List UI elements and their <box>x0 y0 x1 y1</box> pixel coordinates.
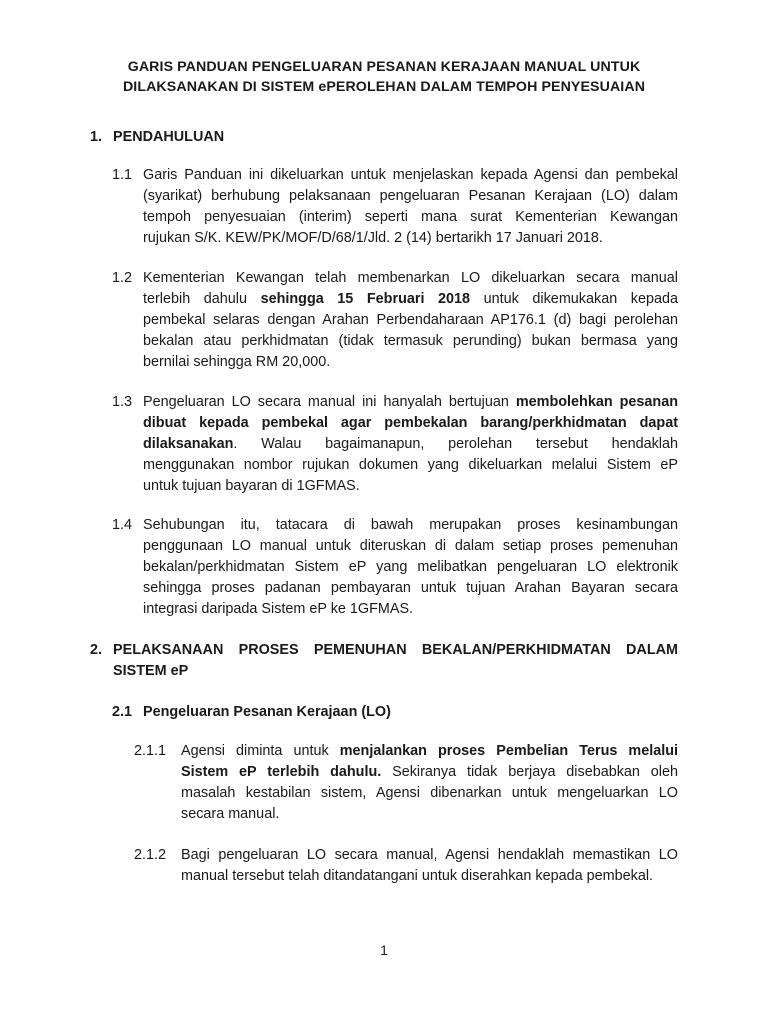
text-line: secara manual. <box>181 806 280 822</box>
text-run: untuk dikemukakan kepada <box>470 291 678 307</box>
paragraph-text <box>143 392 678 497</box>
text-line: Sehubungan itu, tatacara di bawah merupakan proses kesinambungan <box>143 517 678 533</box>
subsection-number: 2.1 <box>112 704 133 720</box>
bold-text-run: dibuat kepada pembekal agar pembekalan barang/perkhidmatan dapat <box>143 415 678 431</box>
heading-line: PELAKSANAAN PROSES PEMENUHAN BEKALAN/PERKHIDMATAN DALAM <box>113 642 678 658</box>
text-line: (syarikat) berhubung pelaksanaan pengeluaran Pesanan Kerajaan (LO) dalam <box>143 188 678 204</box>
paragraph-number: 1.2 <box>112 270 133 286</box>
paragraph-text <box>143 268 678 373</box>
bold-text-run: dilaksanakan <box>143 436 234 452</box>
text-run: Pengeluaran LO secara manual ini hanyalah bertujuan <box>143 394 516 410</box>
bold-text-run: Sistem eP terlebih dahulu. <box>181 764 382 780</box>
text-line: untuk tujuan bayaran di 1GFMAS. <box>143 478 360 494</box>
text-line: sehingga proses padanan pembayaran untuk tujuan Arahan Bayaran secara <box>143 580 678 596</box>
document-title <box>90 58 678 97</box>
text-line <box>143 289 678 310</box>
title-line-2: DILAKSANAKAN DI SISTEM ePEROLEHAN DALAM TEMPOH PENYESUAIAN <box>122 78 646 95</box>
paragraph-number: 1.3 <box>112 394 133 410</box>
text-line: pembekal selaras dengan Arahan Perbendaharaan AP176.1 (d) bagi perolehan <box>143 312 678 328</box>
text-line: Garis Panduan ini dikeluarkan untuk menjelaskan kepada Agensi dan pembekal <box>143 167 678 183</box>
title-line-1: GARIS PANDUAN PENGELUARAN PESANAN KERAJAAN MANUAL UNTUK <box>127 59 641 75</box>
text-run: . Walau bagaimanapun, perolehan tersebut hendaklah <box>233 436 678 452</box>
text-line <box>181 762 678 783</box>
paragraph-number: 1.4 <box>112 517 133 533</box>
paragraph-number: 2.1.2 <box>134 847 167 863</box>
text-line: bernilai sehingga RM 20,000. <box>143 354 331 370</box>
text-run: Sekiranya tidak berjaya disebabkan oleh <box>381 764 678 780</box>
text-line: integrasi daripada Sistem eP ke 1GFMAS. <box>143 601 414 617</box>
text-line: tempoh penyesuaian (interim) seperti mana surat Kementerian Kewangan <box>143 209 678 225</box>
text-line: penggunaan LO manual untuk diteruskan di dalam setiap proses pemenuhan <box>143 538 678 554</box>
text-line <box>143 392 678 413</box>
paragraph-number: 1.1 <box>112 167 133 183</box>
text-line: manual tersebut telah ditandatangani untuk diserahkan kepada pembekal. <box>181 868 654 884</box>
paragraph-text <box>181 845 678 887</box>
text-line: bekalan/perkhidmatan Sistem eP yang melibatkan pengeluaran LO elektronik <box>143 559 678 575</box>
bold-text-run: membolehkan pesanan <box>515 394 678 410</box>
text-line <box>143 434 678 455</box>
bold-text-run: menjalankan proses Pembelian Terus melalui <box>339 743 678 759</box>
subsection-title: Pengeluaran Pesanan Kerajaan (LO) <box>143 704 391 720</box>
text-run: Agensi diminta untuk <box>181 743 340 759</box>
bold-text-run: sehingga 15 Februari 2018 <box>260 291 471 307</box>
text-line: bekalan atau perkhidmatan (tidak termasuk perunding) bukan bermasa yang <box>143 333 678 349</box>
text-line: Kementerian Kewangan telah membenarkan LO dikeluarkan secara manual <box>143 270 678 286</box>
paragraph-text <box>143 515 678 620</box>
text-line: menggunakan nombor rujukan dokumen yang dikeluarkan melalui Sistem eP <box>143 457 678 473</box>
text-run: terlebih dahulu <box>143 291 261 307</box>
text-line <box>181 741 678 762</box>
paragraph-number: 2.1.1 <box>134 743 167 759</box>
section-1-number: 1. <box>90 129 103 145</box>
section-2-number: 2. <box>90 642 103 658</box>
section-2-title <box>113 640 678 682</box>
text-line <box>143 413 678 434</box>
section-1-title: PENDAHULUAN <box>113 129 225 145</box>
text-line: Bagi pengeluaran LO secara manual, Agensi hendaklah memastikan LO <box>181 847 678 863</box>
paragraph-text <box>143 165 678 249</box>
heading-line: SISTEM eP <box>113 663 189 679</box>
text-line: rujukan S/K. KEW/PK/MOF/D/68/1/Jld. 2 (14) bertarikh 17 Januari 2018. <box>143 230 603 246</box>
page-number: 1 <box>380 942 388 958</box>
paragraph-text <box>181 741 678 825</box>
text-line: masalah kestabilan sistem, Agensi dibenarkan untuk mengeluarkan LO <box>181 785 678 801</box>
